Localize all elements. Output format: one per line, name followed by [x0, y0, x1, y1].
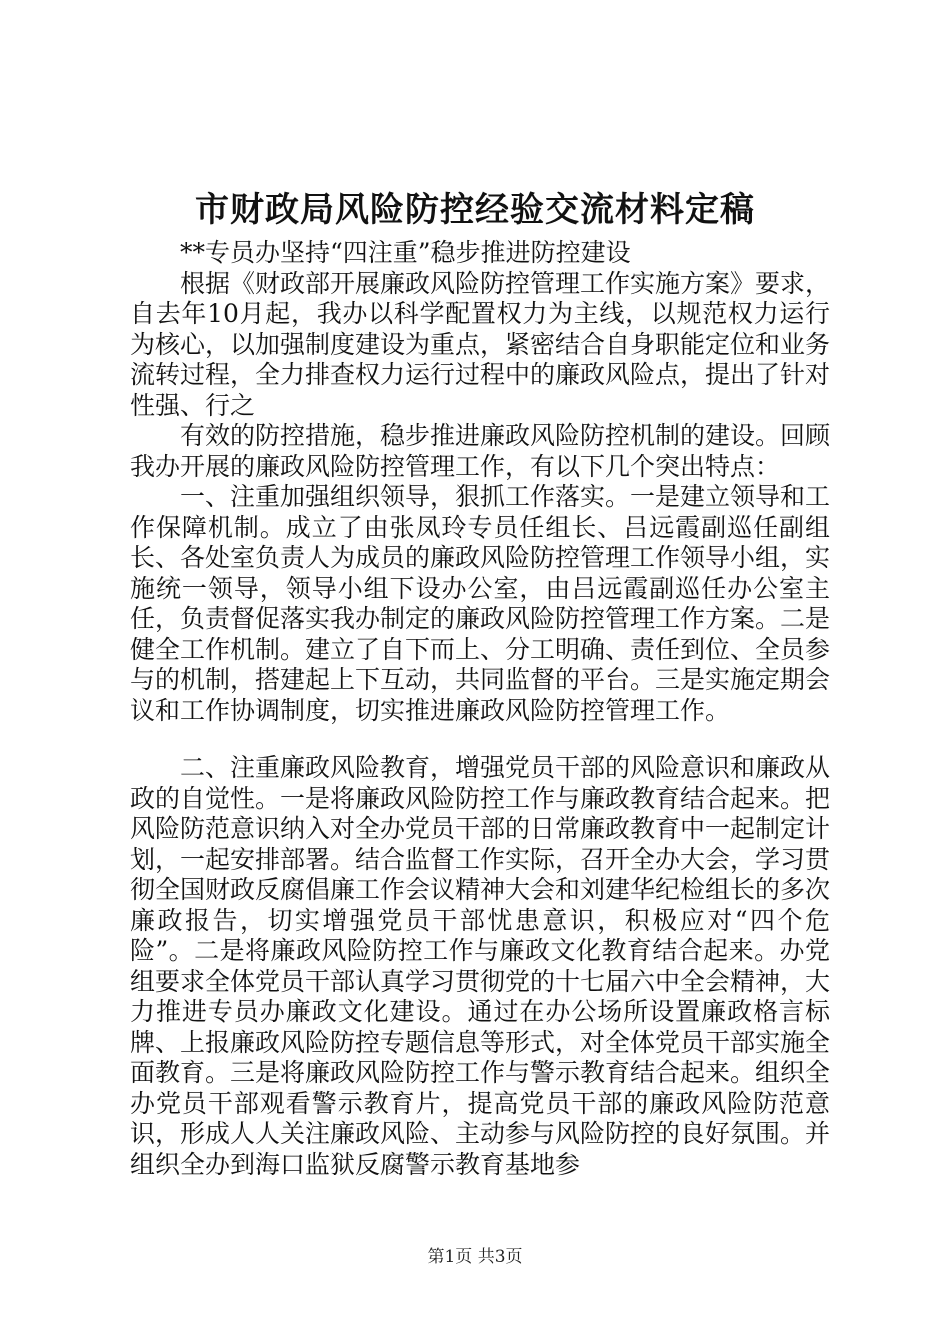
document-title: 市财政局风险防控经验交流材料定稿: [195, 190, 755, 230]
page-footer: 第1页 共3页: [427, 1247, 523, 1267]
paragraph-education: 二、注重廉政风险教育，增强党员干部的风险意识和廉政从政的自觉性。一是将廉政风险防控工作与廉政教育结合起来。把风险防范意识纳入对全办党员干部的日常廉政教育中一起制定计划，一起安排部署。结合监督工作实际，召开全办大会，学习贯彻全国财政反腐倡廉工作会议精神大会和刘建华纪检组长的多次廉政报告，切实增强党员干部忧患意识，积极应对“四个危险”。二是将廉政风险防控工作与廉政文化教育结合起来。办党组要求全体党员干部认真学习贯彻党的十七届六中全会精神，大力推进专员办廉政文化建设。通过在办公场所设置廉政格言标牌、上报廉政风险防控专题信息等形式，对全体党员干部实施全面教育。三是将廉政风险防控工作与警示教育结合起来。组织全办党员干部观看警示教育片，提高党员干部的廉政风险防范意识，形成人人关注廉政风险、主动参与风险防控的良好氛围。并组织全办到海口监狱反腐警示教育基地参: [130, 753, 831, 1179]
document-subtitle: **专员办坚持“四注重”稳步推进防控建设: [180, 238, 631, 267]
document-body: [130, 238, 830, 1180]
paragraph-overview: 有效的防控措施，稳步推进廉政风险防控机制的建设。回顾我办开展的廉政风险防控管理工作，有以下几个突出特点：: [130, 421, 831, 481]
paragraph-intro: 根据《财政部开展廉政风险防控管理工作实施方案》要求，自去年10月起，我办以科学配置权力为主线，以规范权力运行为核心，以加强制度建设为重点，紧密结合自身职能定位和业务流转过程，全力排查权力运行过程中的廉政风险点，提出了针对性强、行之: [130, 268, 831, 420]
paragraph-organization: 一、注重加强组织领导，狠抓工作落实。一是建立领导和工作保障机制。成立了由张凤玲专员任组长、吕远霞副巡任副组长、各处室负责人为成员的廉政风险防控管理工作领导小组，实施统一领导，领导小组下设办公室，由吕远霞副巡任办公室主任，负责督促落实我办制定的廉政风险防控管理工作方案。二是健全工作机制。建立了自下而上、分工明确、责任到位、全员参与的机制，搭建起上下互动，共同监督的平台。三是实施定期会议和工作协调制度，切实推进廉政风险防控管理工作。: [130, 482, 831, 725]
